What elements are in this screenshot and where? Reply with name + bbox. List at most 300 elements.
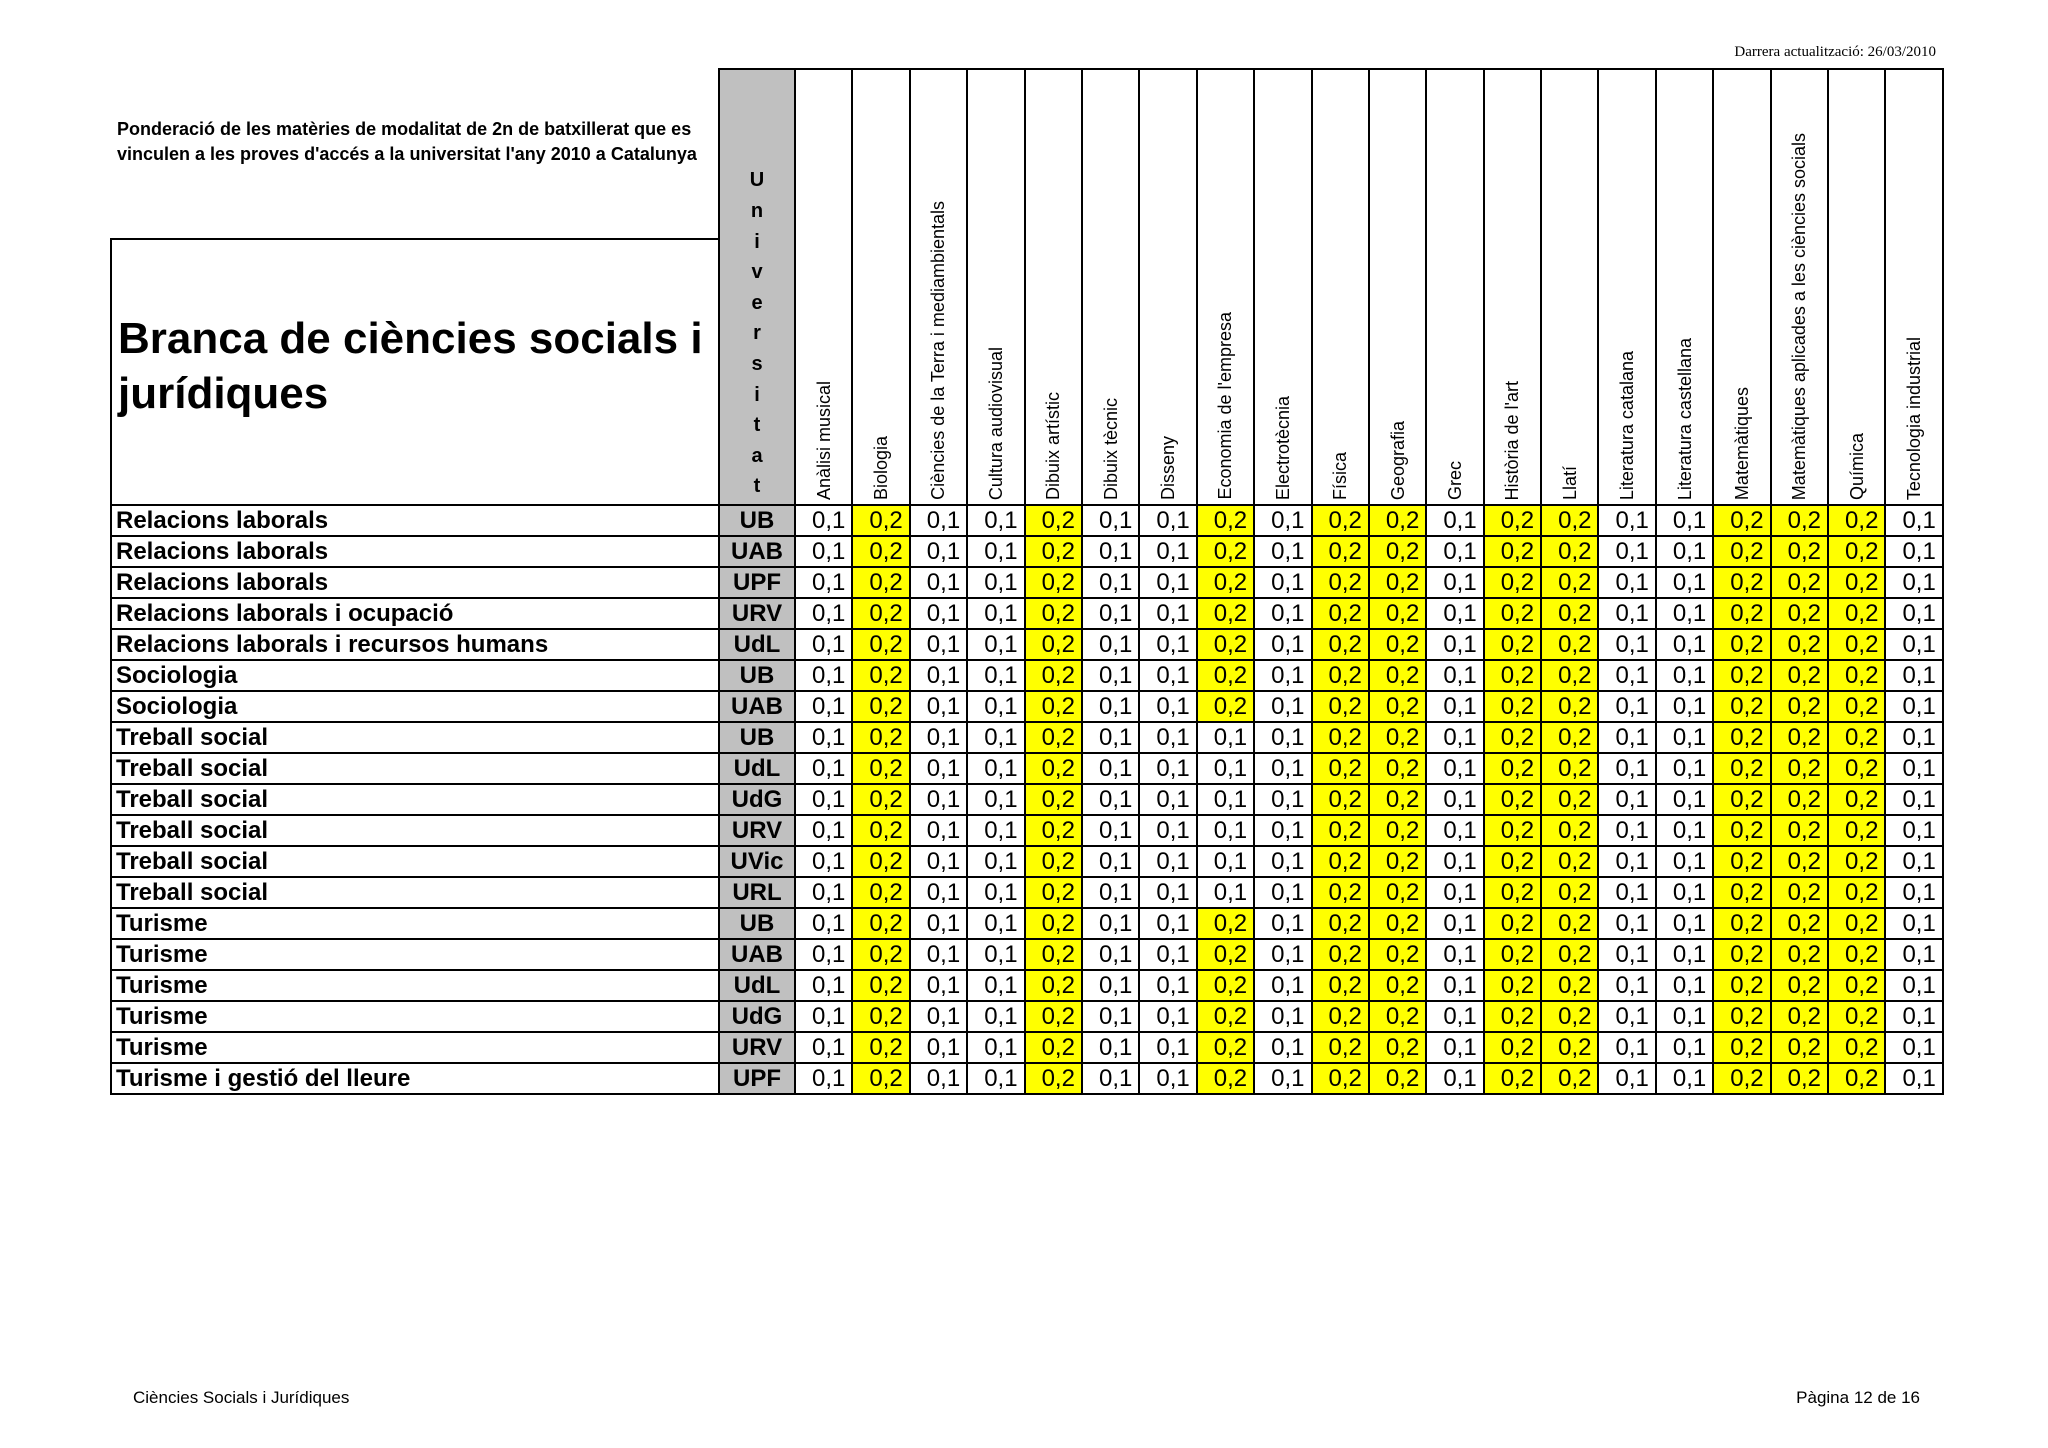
- weight-value: 0,2: [852, 567, 909, 598]
- weight-value: 0,1: [1598, 753, 1655, 784]
- weight-value: 0,1: [1426, 567, 1483, 598]
- weight-value: 0,1: [1656, 505, 1713, 536]
- weight-value: 0,2: [1771, 1001, 1828, 1032]
- subject-header: [1771, 69, 1828, 505]
- weight-value: 0,2: [1025, 846, 1082, 877]
- university-code: UB: [719, 660, 795, 691]
- weight-value: 0,1: [1426, 536, 1483, 567]
- weight-value: 0,2: [1484, 536, 1541, 567]
- weight-value: 0,2: [1713, 691, 1770, 722]
- weight-value: 0,1: [1885, 1032, 1942, 1063]
- weight-value: 0,2: [1025, 691, 1082, 722]
- table-row: [111, 691, 1943, 722]
- weight-value: 0,1: [1139, 970, 1196, 1001]
- weight-value: 0,1: [795, 877, 852, 908]
- weight-value: 0,1: [1598, 815, 1655, 846]
- weight-value: 0,1: [1139, 505, 1196, 536]
- subject-header: [1025, 69, 1082, 505]
- weight-value: 0,1: [1426, 1001, 1483, 1032]
- weight-value: 0,2: [852, 629, 909, 660]
- weight-value: 0,1: [1598, 629, 1655, 660]
- weight-value: 0,2: [1025, 1001, 1082, 1032]
- weight-value: 0,1: [1082, 505, 1139, 536]
- university-header-letter: i: [754, 383, 760, 406]
- weight-value: 0,1: [1598, 536, 1655, 567]
- weight-value: 0,1: [910, 1001, 967, 1032]
- weight-value: 0,1: [1254, 598, 1311, 629]
- weight-value: 0,2: [1828, 598, 1885, 629]
- table-row: [111, 598, 1943, 629]
- weight-value: 0,1: [1426, 660, 1483, 691]
- weight-value: 0,1: [910, 908, 967, 939]
- page-title: Ponderació de les matèries de modalitat de 2n de batxillerat que es vinculen a les proves d'accés a la universitat l'any 2010 a Catalunya: [117, 119, 697, 164]
- university-code: UPF: [719, 1063, 795, 1094]
- weight-value: 0,2: [1312, 753, 1369, 784]
- weight-value: 0,1: [1254, 1063, 1311, 1094]
- weight-value: 0,1: [1197, 722, 1254, 753]
- weight-value: 0,2: [1713, 784, 1770, 815]
- weight-value: 0,2: [1541, 877, 1598, 908]
- weight-value: 0,1: [967, 660, 1024, 691]
- subject-header: [1484, 69, 1541, 505]
- weight-value: 0,1: [1598, 939, 1655, 970]
- weight-value: 0,1: [1082, 1001, 1139, 1032]
- weight-value: 0,2: [1369, 660, 1426, 691]
- weight-value: 0,2: [1369, 908, 1426, 939]
- weight-value: 0,2: [1025, 1032, 1082, 1063]
- weight-value: 0,1: [1598, 1063, 1655, 1094]
- weight-value: 0,2: [1541, 1001, 1598, 1032]
- weight-value: 0,2: [1484, 722, 1541, 753]
- weight-value: 0,1: [1598, 877, 1655, 908]
- university-code: UPF: [719, 567, 795, 598]
- weight-value: 0,2: [1713, 567, 1770, 598]
- university-code: URV: [719, 598, 795, 629]
- table-row: [111, 939, 1943, 970]
- weight-value: 0,2: [1541, 815, 1598, 846]
- weight-value: 0,2: [1025, 536, 1082, 567]
- weight-value: 0,1: [1082, 598, 1139, 629]
- weight-value: 0,1: [1885, 660, 1942, 691]
- weight-value: 0,1: [1082, 629, 1139, 660]
- weight-value: 0,2: [1771, 970, 1828, 1001]
- subject-header-label: Anàlisi musical: [813, 380, 834, 500]
- weight-value: 0,1: [1426, 598, 1483, 629]
- degree-name: Relacions laborals i recursos humans: [111, 629, 719, 660]
- weight-value: 0,1: [1082, 846, 1139, 877]
- weight-value: 0,1: [1885, 505, 1942, 536]
- weight-value: 0,2: [1541, 846, 1598, 877]
- weight-value: 0,2: [852, 784, 909, 815]
- weight-value: 0,2: [1312, 1032, 1369, 1063]
- weight-value: 0,1: [910, 1063, 967, 1094]
- weight-value: 0,2: [1197, 660, 1254, 691]
- weight-value: 0,1: [1598, 598, 1655, 629]
- university-code: UAB: [719, 536, 795, 567]
- weight-value: 0,1: [967, 753, 1024, 784]
- weight-value: 0,1: [1139, 722, 1196, 753]
- table-row: [111, 877, 1943, 908]
- weight-value: 0,2: [1713, 629, 1770, 660]
- branch-title-cell: [111, 239, 719, 505]
- subject-header: [967, 69, 1024, 505]
- degree-name: Sociologia: [111, 660, 719, 691]
- university-code: UdL: [719, 629, 795, 660]
- last-update-date: Darrera actualització: 26/03/2010: [1734, 44, 1936, 60]
- weight-value: 0,2: [1197, 505, 1254, 536]
- weight-value: 0,1: [1426, 970, 1483, 1001]
- weight-value: 0,1: [795, 598, 852, 629]
- weight-value: 0,2: [1713, 598, 1770, 629]
- weight-value: 0,1: [795, 691, 852, 722]
- weight-value: 0,1: [910, 846, 967, 877]
- weight-value: 0,2: [1197, 939, 1254, 970]
- weight-value: 0,2: [852, 598, 909, 629]
- weight-value: 0,1: [1656, 629, 1713, 660]
- subject-header: [1656, 69, 1713, 505]
- subject-header-label: Matemàtiques aplicades a les ciències socials: [1789, 132, 1810, 500]
- weight-value: 0,1: [1139, 567, 1196, 598]
- weight-value: 0,2: [1197, 567, 1254, 598]
- weight-value: 0,1: [967, 815, 1024, 846]
- weight-value: 0,1: [967, 722, 1024, 753]
- weight-value: 0,2: [1369, 1063, 1426, 1094]
- weight-value: 0,2: [1369, 784, 1426, 815]
- weight-value: 0,1: [1656, 660, 1713, 691]
- weight-value: 0,1: [1082, 691, 1139, 722]
- weight-value: 0,1: [1598, 908, 1655, 939]
- subject-header-label: Química: [1846, 432, 1867, 500]
- weight-value: 0,2: [1312, 505, 1369, 536]
- weight-value: 0,2: [1484, 753, 1541, 784]
- weight-value: 0,1: [1254, 939, 1311, 970]
- weight-value: 0,1: [910, 567, 967, 598]
- degree-name: Relacions laborals: [111, 505, 719, 536]
- weight-value: 0,1: [1598, 660, 1655, 691]
- weight-value: 0,1: [1197, 784, 1254, 815]
- weight-value: 0,1: [1598, 691, 1655, 722]
- weight-value: 0,2: [1484, 815, 1541, 846]
- weight-value: 0,1: [1139, 660, 1196, 691]
- weight-value: 0,2: [1369, 846, 1426, 877]
- weight-value: 0,2: [1197, 1032, 1254, 1063]
- weight-value: 0,2: [1828, 1001, 1885, 1032]
- weight-value: 0,2: [1713, 846, 1770, 877]
- weight-value: 0,1: [967, 939, 1024, 970]
- weight-value: 0,2: [1828, 691, 1885, 722]
- subject-header-label: Disseny: [1158, 435, 1179, 500]
- weight-value: 0,1: [967, 1001, 1024, 1032]
- weight-value: 0,1: [1426, 939, 1483, 970]
- weight-value: 0,1: [1656, 908, 1713, 939]
- weight-value: 0,1: [1254, 660, 1311, 691]
- weight-value: 0,1: [1082, 567, 1139, 598]
- weight-value: 0,1: [1254, 567, 1311, 598]
- weight-value: 0,1: [1082, 1032, 1139, 1063]
- degree-name: Relacions laborals i ocupació: [111, 598, 719, 629]
- weight-value: 0,2: [1369, 815, 1426, 846]
- weight-value: 0,2: [1484, 908, 1541, 939]
- weight-value: 0,1: [1139, 691, 1196, 722]
- weight-value: 0,1: [1426, 753, 1483, 784]
- weight-value: 0,2: [852, 722, 909, 753]
- footer-section-name: Ciències Socials i Jurídiques: [133, 1388, 350, 1407]
- weight-value: 0,1: [1656, 567, 1713, 598]
- weight-value: 0,1: [1885, 846, 1942, 877]
- weight-value: 0,2: [1484, 505, 1541, 536]
- weight-value: 0,2: [1771, 846, 1828, 877]
- weight-value: 0,1: [1082, 660, 1139, 691]
- weight-value: 0,1: [795, 753, 852, 784]
- weight-value: 0,1: [910, 1032, 967, 1063]
- weight-value: 0,1: [1254, 970, 1311, 1001]
- weight-value: 0,2: [1771, 536, 1828, 567]
- weight-value: 0,2: [1197, 970, 1254, 1001]
- weight-value: 0,1: [1598, 784, 1655, 815]
- weight-value: 0,1: [1082, 1063, 1139, 1094]
- weight-value: 0,2: [1771, 722, 1828, 753]
- university-header-letter: a: [751, 444, 763, 467]
- weight-value: 0,1: [1139, 753, 1196, 784]
- weight-value: 0,2: [1312, 846, 1369, 877]
- weight-value: 0,2: [1828, 1063, 1885, 1094]
- subject-header-label: Literatura catalana: [1617, 350, 1638, 500]
- university-code: URL: [719, 877, 795, 908]
- weight-value: 0,1: [1139, 784, 1196, 815]
- weight-value: 0,2: [1025, 939, 1082, 970]
- weight-value: 0,1: [1139, 536, 1196, 567]
- weight-value: 0,1: [1656, 970, 1713, 1001]
- weight-value: 0,1: [1254, 908, 1311, 939]
- weight-value: 0,2: [1828, 846, 1885, 877]
- university-header-letter: v: [751, 261, 763, 284]
- weight-value: 0,2: [1771, 691, 1828, 722]
- weight-value: 0,2: [1771, 1032, 1828, 1063]
- weight-value: 0,2: [1828, 1032, 1885, 1063]
- degree-name: Treball social: [111, 815, 719, 846]
- weight-value: 0,2: [1312, 691, 1369, 722]
- weight-value: 0,2: [1369, 691, 1426, 722]
- weight-value: 0,1: [1656, 536, 1713, 567]
- weight-value: 0,2: [1541, 722, 1598, 753]
- weight-value: 0,2: [1541, 1032, 1598, 1063]
- weight-value: 0,2: [1369, 1001, 1426, 1032]
- table-row: [111, 722, 1943, 753]
- weight-value: 0,2: [1541, 753, 1598, 784]
- weight-value: 0,2: [1369, 567, 1426, 598]
- weight-value: 0,1: [1197, 753, 1254, 784]
- weight-value: 0,2: [852, 1001, 909, 1032]
- weight-value: 0,1: [967, 629, 1024, 660]
- weight-value: 0,1: [1656, 846, 1713, 877]
- weight-value: 0,2: [1484, 598, 1541, 629]
- weight-value: 0,2: [1025, 1063, 1082, 1094]
- weight-value: 0,2: [1828, 722, 1885, 753]
- weight-value: 0,1: [967, 784, 1024, 815]
- weight-value: 0,1: [795, 1063, 852, 1094]
- weight-value: 0,1: [910, 784, 967, 815]
- weight-value: 0,2: [1771, 815, 1828, 846]
- weight-value: 0,2: [1312, 908, 1369, 939]
- weight-value: 0,2: [1312, 536, 1369, 567]
- weight-value: 0,2: [1484, 567, 1541, 598]
- weight-value: 0,2: [1828, 815, 1885, 846]
- weight-value: 0,1: [1082, 908, 1139, 939]
- subject-header: [1885, 69, 1942, 505]
- university-code: UdL: [719, 970, 795, 1001]
- weight-value: 0,2: [1025, 660, 1082, 691]
- university-header-letter: t: [753, 414, 761, 437]
- weight-value: 0,1: [1426, 629, 1483, 660]
- subject-header-label: Llatí: [1559, 465, 1580, 500]
- weight-value: 0,1: [910, 722, 967, 753]
- weight-value: 0,2: [1828, 536, 1885, 567]
- weight-value: 0,2: [1828, 505, 1885, 536]
- weight-value: 0,1: [910, 939, 967, 970]
- weight-value: 0,1: [910, 970, 967, 1001]
- weight-value: 0,2: [852, 536, 909, 567]
- subject-header-label: Electrotècnia: [1272, 395, 1293, 500]
- weight-value: 0,2: [1713, 1063, 1770, 1094]
- weight-value: 0,1: [1139, 846, 1196, 877]
- weight-value: 0,2: [1713, 908, 1770, 939]
- table-row: [111, 1032, 1943, 1063]
- subject-header: [1713, 69, 1770, 505]
- weight-value: 0,2: [1369, 970, 1426, 1001]
- weight-value: 0,2: [1025, 598, 1082, 629]
- table-row: [111, 660, 1943, 691]
- weight-value: 0,1: [1656, 784, 1713, 815]
- weight-value: 0,1: [1082, 536, 1139, 567]
- weight-value: 0,2: [1771, 1063, 1828, 1094]
- weight-value: 0,2: [1369, 877, 1426, 908]
- weight-value: 0,1: [1656, 939, 1713, 970]
- weight-value: 0,2: [1771, 505, 1828, 536]
- weight-value: 0,2: [852, 877, 909, 908]
- weight-value: 0,1: [910, 536, 967, 567]
- weight-value: 0,1: [1254, 846, 1311, 877]
- degree-name: Turisme: [111, 970, 719, 1001]
- weight-value: 0,2: [1312, 629, 1369, 660]
- weight-value: 0,1: [1885, 629, 1942, 660]
- weight-value: 0,2: [1312, 815, 1369, 846]
- university-code: URV: [719, 1032, 795, 1063]
- weight-value: 0,2: [1771, 877, 1828, 908]
- weight-value: 0,1: [967, 877, 1024, 908]
- weight-value: 0,2: [852, 1032, 909, 1063]
- weight-value: 0,1: [1885, 598, 1942, 629]
- weight-value: 0,2: [1369, 753, 1426, 784]
- university-header-letter: r: [753, 322, 761, 345]
- branch-title: Branca de ciències socials i jurídiques: [118, 314, 703, 418]
- weight-value: 0,1: [1197, 815, 1254, 846]
- weight-value: 0,2: [1541, 908, 1598, 939]
- weight-value: 0,1: [1139, 1001, 1196, 1032]
- weight-value: 0,1: [795, 939, 852, 970]
- weight-value: 0,1: [1885, 939, 1942, 970]
- university-code: UB: [719, 722, 795, 753]
- subject-header: [1139, 69, 1196, 505]
- weight-value: 0,2: [1025, 877, 1082, 908]
- weight-value: 0,1: [1885, 691, 1942, 722]
- weight-value: 0,1: [910, 660, 967, 691]
- weight-value: 0,1: [795, 815, 852, 846]
- weight-value: 0,1: [967, 505, 1024, 536]
- weight-value: 0,2: [1369, 939, 1426, 970]
- weight-value: 0,1: [1254, 877, 1311, 908]
- weight-value: 0,2: [1484, 691, 1541, 722]
- degree-name: Treball social: [111, 877, 719, 908]
- weight-value: 0,1: [795, 908, 852, 939]
- weight-value: 0,1: [910, 877, 967, 908]
- university-column-header: [719, 69, 795, 505]
- weight-value: 0,2: [1713, 970, 1770, 1001]
- table-row: [111, 846, 1943, 877]
- university-code: URV: [719, 815, 795, 846]
- weight-value: 0,2: [1541, 567, 1598, 598]
- weight-value: 0,2: [1771, 753, 1828, 784]
- weight-value: 0,2: [1713, 815, 1770, 846]
- weight-value: 0,2: [1541, 598, 1598, 629]
- weight-value: 0,1: [910, 753, 967, 784]
- subject-header: [1598, 69, 1655, 505]
- weight-value: 0,2: [852, 691, 909, 722]
- weight-value: 0,1: [1885, 722, 1942, 753]
- weight-value: 0,2: [1713, 939, 1770, 970]
- weight-value: 0,2: [1828, 908, 1885, 939]
- weight-value: 0,1: [1885, 784, 1942, 815]
- degree-name: Sociologia: [111, 691, 719, 722]
- weight-value: 0,1: [1254, 505, 1311, 536]
- weight-value: 0,2: [1025, 629, 1082, 660]
- weight-value: 0,1: [1426, 908, 1483, 939]
- subject-header-label: Geografia: [1387, 420, 1408, 500]
- weight-value: 0,2: [1541, 536, 1598, 567]
- weight-value: 0,1: [795, 970, 852, 1001]
- weight-value: 0,2: [1197, 536, 1254, 567]
- university-code: UdG: [719, 1001, 795, 1032]
- weight-value: 0,1: [1426, 877, 1483, 908]
- weight-value: 0,2: [1484, 970, 1541, 1001]
- weight-value: 0,2: [1713, 877, 1770, 908]
- weight-value: 0,1: [910, 598, 967, 629]
- weight-value: 0,2: [1771, 939, 1828, 970]
- weight-value: 0,1: [1885, 753, 1942, 784]
- weight-value: 0,2: [1828, 939, 1885, 970]
- weight-value: 0,1: [1598, 1001, 1655, 1032]
- degree-name: Treball social: [111, 722, 719, 753]
- weight-value: 0,1: [1598, 970, 1655, 1001]
- degree-name: Turisme: [111, 1032, 719, 1063]
- footer-page-number: Pàgina 12 de 16: [1796, 1388, 1920, 1407]
- university-header-letter: e: [751, 291, 763, 314]
- weight-value: 0,2: [1713, 660, 1770, 691]
- weight-value: 0,1: [795, 1001, 852, 1032]
- weight-value: 0,2: [1771, 660, 1828, 691]
- weight-value: 0,1: [967, 1032, 1024, 1063]
- weight-value: 0,1: [1082, 722, 1139, 753]
- weight-value: 0,1: [967, 691, 1024, 722]
- university-code: UdL: [719, 753, 795, 784]
- weight-value: 0,2: [852, 908, 909, 939]
- weight-value: 0,2: [852, 939, 909, 970]
- weight-value: 0,1: [967, 567, 1024, 598]
- weight-value: 0,1: [1885, 815, 1942, 846]
- weight-value: 0,2: [1541, 784, 1598, 815]
- weight-value: 0,1: [1139, 908, 1196, 939]
- weight-value: 0,1: [1254, 1001, 1311, 1032]
- table-row: [111, 1001, 1943, 1032]
